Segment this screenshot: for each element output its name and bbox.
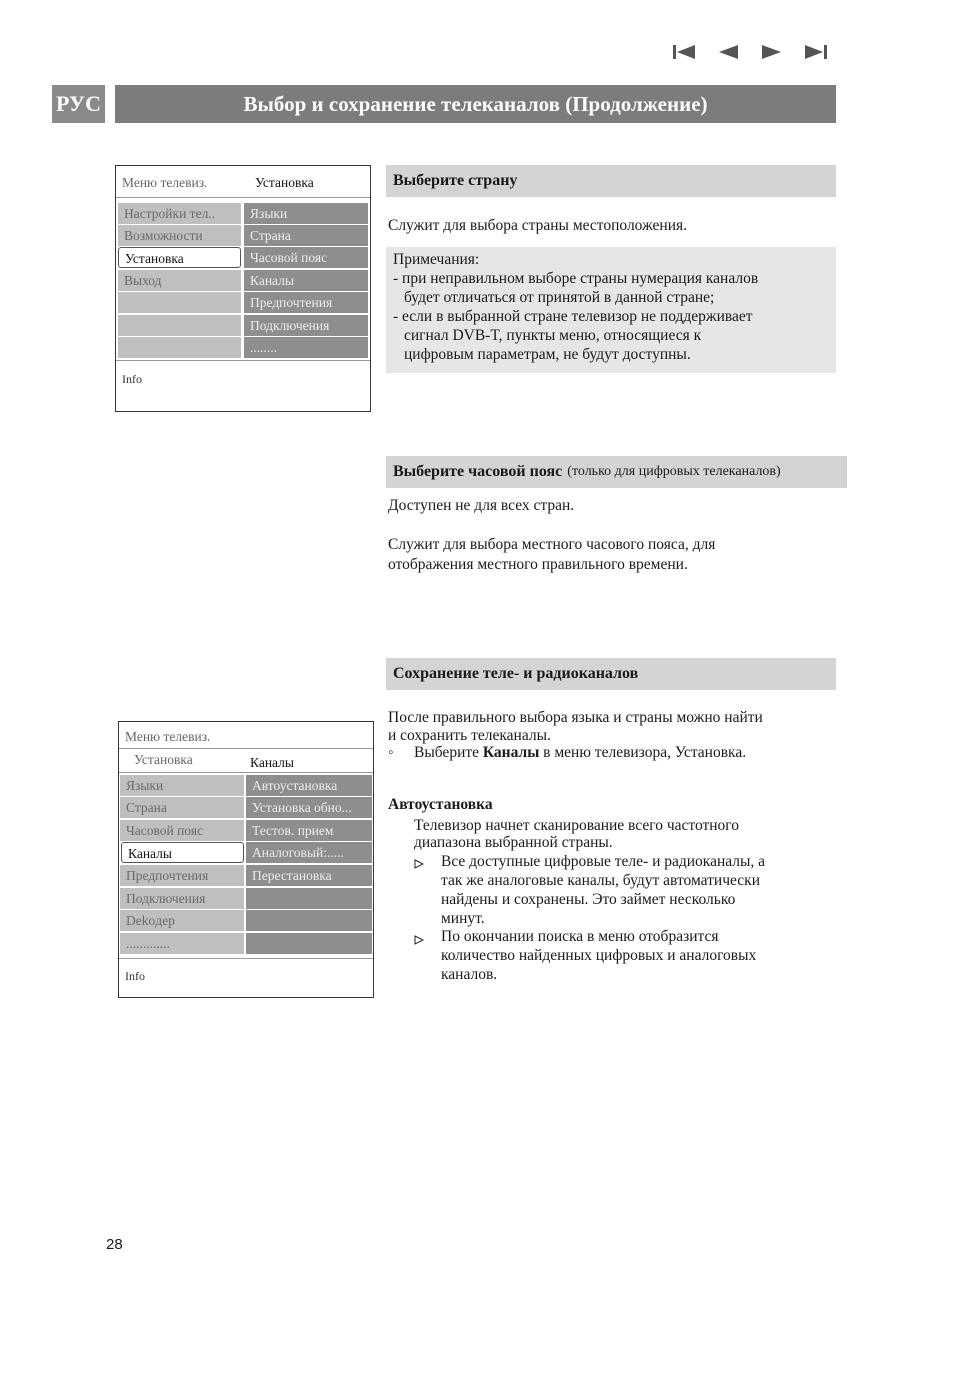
menu-item-country[interactable]: Страна — [120, 797, 244, 818]
store-intro-line-1: После правильного выбора языка и страны можно найти — [388, 709, 763, 726]
note-2-line-3: цифровым параметрам, не будут доступны. — [404, 346, 691, 363]
page-navigation — [668, 40, 832, 64]
auto-install-line-1: Телевизор начнет сканирование всего частотного — [414, 817, 740, 834]
skip-first-icon[interactable] — [668, 40, 700, 64]
menu-header: Меню телевиз. — [125, 729, 211, 744]
store-intro-line-2: и сохранить телеканалы. — [388, 727, 551, 744]
skip-last-icon[interactable] — [800, 40, 832, 64]
section-title-timezone-text: Выберите часовой пояс — [393, 463, 563, 480]
submenu-item-more[interactable]: ........ — [244, 337, 368, 358]
submenu-item-reorder[interactable]: Перестановка — [246, 865, 372, 886]
section-title-store — [386, 658, 836, 690]
menu-item-timezone[interactable]: Часовой пояс — [120, 820, 244, 841]
section-title-timezone-note: (только для цифровых телеканалов) — [567, 464, 781, 479]
menu-item-installation[interactable]: Установка — [118, 247, 241, 268]
menu-empty-row — [118, 292, 241, 313]
arrow-bullet-icon — [414, 856, 424, 874]
submenu-item-connections[interactable]: Подключения — [244, 315, 368, 336]
note-2-line-2: сигнал DVB-T, пункты меню, относящиеся к — [404, 327, 702, 344]
menu-item-connections[interactable]: Подключения — [120, 888, 244, 909]
note-1-line-2: будет отличаться от принятой в данной стране; — [404, 289, 715, 306]
tv-menu-installation — [115, 165, 371, 412]
prev-icon[interactable] — [712, 40, 744, 64]
menu-header-left: Меню телевиз. — [122, 175, 208, 190]
tv-menu-channels — [118, 721, 374, 998]
section-country-text: Служит для выбора страны местоположения. — [388, 217, 688, 234]
auto-install-title: Автоустановка — [388, 796, 493, 813]
menu-item-languages[interactable]: Языки — [120, 775, 244, 796]
submenu-item-auto-install[interactable]: Автоустановка — [246, 775, 372, 796]
step-1-line-1: Все доступные цифровые теле- и радиоканалы, а — [441, 853, 766, 870]
submenu-empty-row — [246, 910, 372, 931]
menu-item-features[interactable]: Возможности — [118, 225, 241, 246]
menu-divider — [119, 772, 373, 773]
submenu-item-test-reception[interactable]: Тестов. прием — [246, 820, 372, 841]
menu-info-label: Info — [122, 372, 142, 386]
auto-install-line-2: диапазона выбранной страны. — [414, 834, 613, 851]
menu-divider — [116, 197, 370, 198]
bullet-text-bold: Каналы — [482, 744, 540, 761]
step-1-line-3: найдены и сохранены. Это займет несколько — [441, 891, 736, 908]
menu-item-more[interactable]: ............. — [120, 933, 244, 954]
submenu-item-timezone[interactable]: Часовой пояс — [244, 247, 368, 268]
menu-sub-left: Установка — [134, 752, 193, 767]
submenu-item-analog[interactable]: Аналоговый:..... — [246, 842, 372, 863]
menu-info-label: Info — [125, 969, 145, 983]
page-title: Выбор и сохранение телеканалов (Продолжение) — [115, 85, 836, 123]
menu-empty-row — [118, 315, 241, 336]
submenu-item-preferences[interactable]: Предпочтения — [244, 292, 368, 313]
submenu-empty-row — [246, 888, 372, 909]
menu-divider — [119, 958, 373, 959]
note-2-line-1: - если в выбранной стране телевизор не поддерживает — [393, 308, 753, 325]
step-1-line-2: так же аналоговые каналы, будут автоматически — [441, 872, 760, 889]
menu-item-decoder[interactable]: Dekoдер — [120, 910, 244, 931]
menu-header-right: Установка — [255, 175, 314, 190]
arrow-bullet-icon — [414, 932, 424, 950]
section-title-country — [386, 165, 836, 197]
bullet-circle-icon: ◦ — [388, 744, 394, 761]
timezone-desc-line-1: Служит для выбора местного часового пояса, для — [388, 536, 716, 553]
step-2-line-3: каналов. — [441, 966, 498, 983]
step-2-line-2: количество найденных цифровых и аналоговых — [441, 947, 757, 964]
submenu-item-languages[interactable]: Языки — [244, 203, 368, 224]
bullet-text-post: в меню телевизора, Установка. — [543, 744, 747, 761]
step-1-line-4: минут. — [441, 910, 485, 927]
store-bullet — [388, 743, 746, 762]
notes-box — [386, 247, 836, 373]
language-badge: РУС — [52, 85, 105, 123]
note-1-line-1: - при неправильном выборе страны нумерация каналов — [393, 270, 759, 287]
section-title-store-text: Сохранение теле- и радиоканалов — [393, 665, 639, 682]
submenu-item-update-install[interactable]: Установка обно... — [246, 797, 372, 818]
section-title-country-text: Выберите страну — [393, 172, 518, 189]
step-2-line-1: По окончании поиска в меню отобразится — [441, 928, 719, 945]
notes-title: Примечания: — [393, 251, 480, 268]
menu-divider — [116, 360, 370, 361]
timezone-desc-line-2: отображения местного правильного времени. — [388, 556, 688, 573]
submenu-item-channels[interactable]: Каналы — [244, 270, 368, 291]
next-icon[interactable] — [756, 40, 788, 64]
submenu-empty-row — [246, 933, 372, 954]
bullet-text-pre: Выберите — [414, 744, 480, 761]
menu-item-tv-settings[interactable]: Настройки тел.. — [118, 203, 241, 224]
menu-item-channels[interactable]: Каналы — [121, 842, 244, 863]
menu-sub-right: Каналы — [250, 755, 294, 770]
section-title-timezone — [386, 456, 847, 488]
timezone-availability: Доступен не для всех стран. — [388, 497, 575, 514]
page-number: 28 — [106, 1236, 123, 1253]
menu-item-preferences[interactable]: Предпочтения — [120, 865, 244, 886]
submenu-item-country[interactable]: Страна — [244, 225, 368, 246]
menu-item-exit[interactable]: Выход — [118, 270, 241, 291]
menu-empty-row — [118, 337, 241, 358]
